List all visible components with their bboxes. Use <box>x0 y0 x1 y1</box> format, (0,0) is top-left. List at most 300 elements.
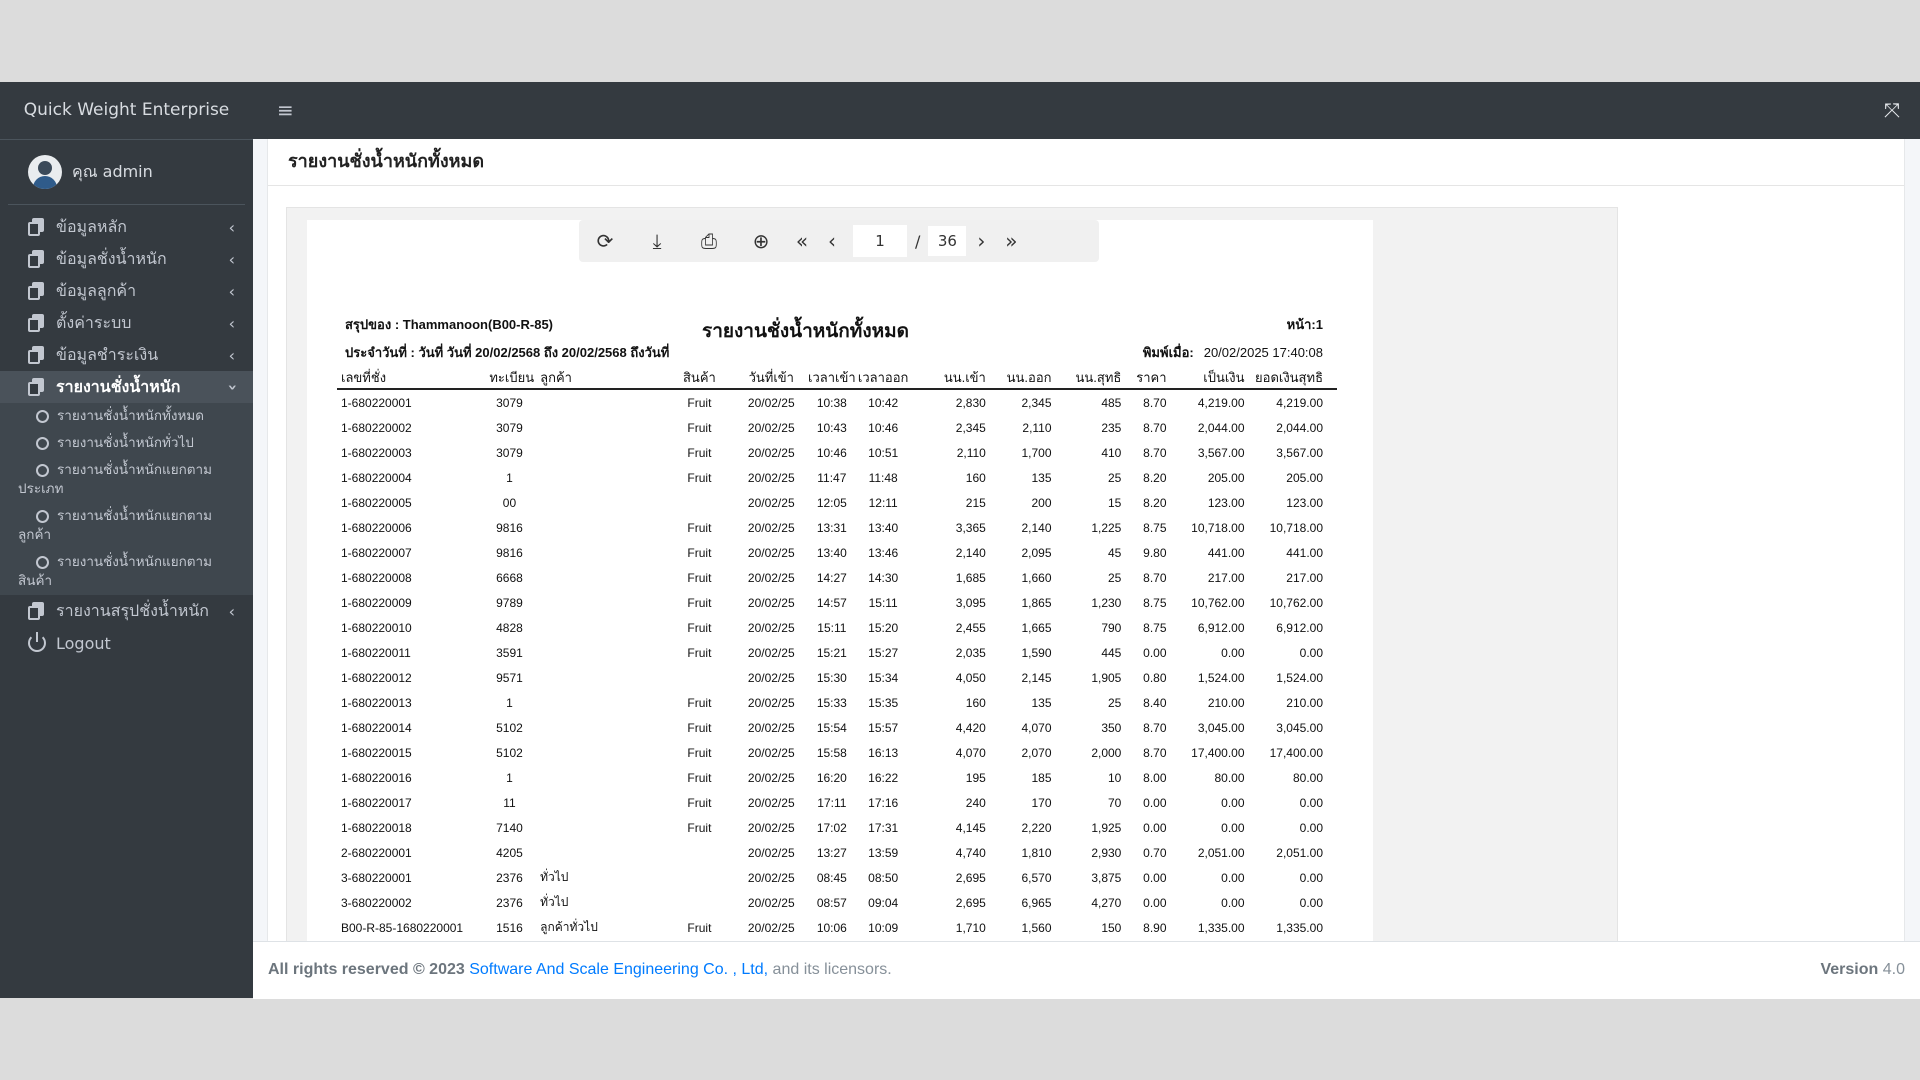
table-cell: 14:30 <box>868 570 899 585</box>
table-cell: 6,912.00 <box>1197 620 1245 635</box>
table-cell: Fruit <box>687 395 712 410</box>
table-cell: 3079 <box>496 395 523 410</box>
table-cell: 3079 <box>496 445 523 460</box>
page-separator: / <box>915 231 921 251</box>
table-cell <box>534 565 663 590</box>
table-cell: 9.80 <box>1143 545 1167 560</box>
table-cell: 17,400.00 <box>1191 745 1245 760</box>
column-header: เวลาเข้า <box>807 366 856 389</box>
submenu-item-by-type[interactable] <box>0 457 253 503</box>
submenu-item-all[interactable] <box>0 403 253 430</box>
report-viewer <box>286 207 1618 941</box>
table-cell: 235 <box>1101 420 1122 435</box>
table-cell: 6,570 <box>1021 870 1052 885</box>
fullscreen-icon[interactable]: ⤧ <box>1884 98 1900 122</box>
table-cell: 1,225 <box>1091 520 1122 535</box>
table-cell: 7140 <box>496 820 523 835</box>
table-cell: 08:57 <box>816 895 847 910</box>
table-cell: 4205 <box>496 845 523 860</box>
top-navbar <box>253 82 1920 139</box>
table-row <box>337 815 1337 840</box>
table-cell: 1 <box>506 470 513 485</box>
table-cell: 13:31 <box>816 520 847 535</box>
table-cell: 20/02/25 <box>747 645 795 660</box>
table-cell: 4,270 <box>1091 895 1122 910</box>
table-cell: 135 <box>1031 695 1052 710</box>
table-cell: 1,660 <box>1021 570 1052 585</box>
table-cell: 2,830 <box>955 395 986 410</box>
table-cell: 13:27 <box>816 845 847 860</box>
table-cell: 6668 <box>496 570 523 585</box>
table-cell: 20/02/25 <box>747 895 795 910</box>
table-row <box>337 640 1337 665</box>
table-cell: Fruit <box>687 720 712 735</box>
report-table <box>337 366 1337 940</box>
table-cell: 8.20 <box>1143 495 1167 510</box>
table-cell: 10:46 <box>816 445 847 460</box>
table-cell: 2,095 <box>1021 545 1052 560</box>
table-cell: 1-680220018 <box>341 820 412 835</box>
main-content <box>253 139 1920 941</box>
table-cell: 15:57 <box>868 720 899 735</box>
table-cell: 9789 <box>496 595 523 610</box>
table-cell: 20/02/25 <box>747 445 795 460</box>
table-cell: 1-680220002 <box>341 420 412 435</box>
sidebar-item-label: รายงานสรุปชั่งน้ำหนัก <box>56 600 209 620</box>
table-cell: 6,965 <box>1021 895 1052 910</box>
printed-label: พิมพ์เมื่อ: <box>1142 345 1194 360</box>
table-cell <box>663 890 735 915</box>
table-cell <box>534 715 663 740</box>
table-cell: 160 <box>965 470 986 485</box>
table-cell: 8.70 <box>1143 720 1167 735</box>
table-row <box>337 690 1337 715</box>
table-row <box>337 540 1337 565</box>
table-cell: 20/02/25 <box>747 470 795 485</box>
table-cell: 8.75 <box>1143 595 1167 610</box>
table-cell: 4,145 <box>955 820 986 835</box>
table-cell: 0.70 <box>1143 845 1167 860</box>
table-cell <box>534 440 663 465</box>
table-cell: 20/02/25 <box>747 870 795 885</box>
table-cell: 0.00 <box>1299 645 1323 660</box>
table-cell: 1 <box>506 770 513 785</box>
table-cell: 10:46 <box>868 420 899 435</box>
table-cell: Fruit <box>687 695 712 710</box>
table-cell: Fruit <box>687 420 712 435</box>
table-cell <box>534 790 663 815</box>
copy-icon <box>28 250 46 268</box>
sidebar-item-master-data[interactable] <box>0 211 253 243</box>
table-cell: 20/02/25 <box>747 720 795 735</box>
table-cell: 80.00 <box>1214 770 1245 785</box>
table-cell: 10,718.00 <box>1191 520 1245 535</box>
chevron-left-icon: ‹ <box>228 601 235 621</box>
sidebar-item-label: ข้อมูลลูกค้า <box>56 280 137 300</box>
table-cell: 15:58 <box>816 745 847 760</box>
refresh-icon[interactable]: ⟳ <box>596 229 614 253</box>
table-cell: Fruit <box>687 545 712 560</box>
table-cell: 4,070 <box>1021 720 1052 735</box>
table-cell: 1-680220004 <box>341 470 412 485</box>
table-cell: 20/02/25 <box>747 620 795 635</box>
table-cell: 2,220 <box>1021 820 1052 835</box>
column-header: วันที่เข้า <box>735 366 807 389</box>
footer-company-link[interactable]: Software And Scale Engineering Co. , Ltd, <box>469 961 769 978</box>
table-cell: 16:13 <box>868 745 899 760</box>
table-cell: 20/02/25 <box>747 745 795 760</box>
table-cell <box>534 540 663 565</box>
table-cell: 2,110 <box>1022 420 1052 435</box>
table-cell: 2,455 <box>955 620 986 635</box>
table-cell: 1,335.00 <box>1197 920 1245 935</box>
table-cell: 3,045.00 <box>1276 720 1323 735</box>
submenu-item-by-product[interactable] <box>0 549 253 595</box>
table-cell: 4,740 <box>955 845 986 860</box>
table-cell: 8.70 <box>1143 570 1167 585</box>
table-cell: 3-680220001 <box>341 870 412 885</box>
table-cell: 16:20 <box>816 770 847 785</box>
table-cell <box>663 490 735 515</box>
table-cell: 2,044.00 <box>1197 420 1245 435</box>
table-cell: 2-680220001 <box>341 845 412 860</box>
table-cell: 1,230 <box>1091 595 1122 610</box>
table-cell: 0.00 <box>1299 820 1323 835</box>
table-cell: 4828 <box>496 620 523 635</box>
column-header: ยอดเงินสุทธิ <box>1245 366 1337 389</box>
table-cell: 08:50 <box>868 870 899 885</box>
table-cell: 10:06 <box>816 920 847 935</box>
sidebar-item-label: ข้อมูลชั่งน้ำหนัก <box>56 248 167 268</box>
table-cell: 8.70 <box>1143 420 1167 435</box>
table-cell: 2,110 <box>956 445 986 460</box>
submenu-item-by-customer[interactable] <box>0 503 253 549</box>
table-cell: 3,365 <box>955 520 986 535</box>
table-cell: 10:38 <box>816 395 847 410</box>
table-cell <box>663 865 735 890</box>
user-name[interactable]: คุณ admin <box>72 161 153 181</box>
table-cell: 3,095 <box>955 595 986 610</box>
table-cell: 17,400.00 <box>1269 745 1323 760</box>
table-cell: 14:57 <box>816 595 847 610</box>
column-header: เลขที่ชั่ง <box>337 366 485 389</box>
table-cell: 13:46 <box>868 545 899 560</box>
sidebar-item-label: ข้อมูลชำระเงิน <box>56 344 159 364</box>
table-cell: 1-680220001 <box>341 395 412 410</box>
table-cell: 25 <box>1107 695 1122 710</box>
table-cell: B00-R-85-1680220001 <box>341 920 464 935</box>
prev-page-icon[interactable]: ‹ <box>828 229 836 253</box>
table-cell: 445 <box>1101 645 1122 660</box>
footer <box>253 941 1920 999</box>
column-header: ทะเบียน <box>485 366 534 389</box>
sidebar-item-label: รายงานชั่งน้ำหนัก <box>56 376 181 396</box>
table-cell: 20/02/25 <box>747 670 795 685</box>
table-cell: 2,000 <box>1091 745 1122 760</box>
table-cell: 2376 <box>496 870 523 885</box>
table-cell <box>534 590 663 615</box>
table-cell: Fruit <box>687 620 712 635</box>
table-cell: 20/02/25 <box>747 520 795 535</box>
table-cell: ทั่วไป <box>540 895 569 909</box>
table-cell <box>534 765 663 790</box>
logout-label: Logout <box>56 633 111 653</box>
column-header: นน.สุทธิ <box>1052 366 1122 389</box>
table-cell: 1,590 <box>1021 645 1052 660</box>
table-cell: 441.00 <box>1286 545 1323 560</box>
table-cell: 0.00 <box>1221 820 1245 835</box>
table-cell: 20/02/25 <box>747 770 795 785</box>
table-row <box>337 665 1337 690</box>
table-cell: 2,070 <box>1021 745 1052 760</box>
version-label: Version <box>1820 961 1879 978</box>
table-cell: 2,145 <box>1021 670 1052 685</box>
footer-version <box>1820 961 1905 979</box>
table-cell: 0.00 <box>1143 645 1167 660</box>
printed-at: 20/02/2025 17:40:08 <box>1203 345 1323 360</box>
table-cell: 2,930 <box>1091 845 1122 860</box>
table-cell: 123.00 <box>1286 495 1323 510</box>
report-card <box>268 139 1904 941</box>
table-cell: 4,050 <box>955 670 986 685</box>
table-cell: 2,051.00 <box>1276 845 1323 860</box>
viewer-toolbar <box>579 220 1099 262</box>
table-cell: 11:48 <box>868 470 898 485</box>
table-cell: 1 <box>506 695 513 710</box>
table-cell: Fruit <box>687 595 712 610</box>
table-row <box>337 490 1337 515</box>
table-cell: 217.00 <box>1207 570 1245 585</box>
table-cell: 20/02/25 <box>747 920 795 935</box>
table-cell: 217.00 <box>1286 570 1323 585</box>
table-cell: 185 <box>1031 770 1052 785</box>
download-icon[interactable]: ⤓ <box>652 229 662 253</box>
table-cell: 0.00 <box>1143 895 1167 910</box>
column-header: นน.เข้า <box>910 366 986 389</box>
table-cell <box>534 840 663 865</box>
table-cell: 205.00 <box>1286 470 1323 485</box>
table-cell: 4,070 <box>955 745 986 760</box>
table-cell <box>534 490 663 515</box>
table-cell: 170 <box>1031 795 1052 810</box>
table-cell: 2,345 <box>955 420 986 435</box>
table-cell: 8.20 <box>1143 470 1167 485</box>
table-cell: 1,665 <box>1021 620 1052 635</box>
table-cell: Fruit <box>687 920 712 935</box>
column-header: เป็นเงิน <box>1167 366 1245 389</box>
table-cell: 1-680220011 <box>341 645 411 660</box>
report-header-row <box>337 366 1337 389</box>
table-cell: 12:05 <box>816 495 847 510</box>
table-cell: 20/02/25 <box>747 420 795 435</box>
copy-icon <box>28 314 46 332</box>
table-cell: 4,219.00 <box>1197 395 1245 410</box>
table-cell: 210.00 <box>1286 695 1323 710</box>
version-number: 4.0 <box>1882 961 1905 978</box>
sidebar-item-settings[interactable] <box>0 307 253 339</box>
table-cell: 3079 <box>496 420 523 435</box>
table-cell: 17:16 <box>868 795 899 810</box>
table-row <box>337 565 1337 590</box>
submenu-item-label: รายงานชั่งน้ำหนักแยกตามประเภท <box>18 462 213 497</box>
sidebar-item-weighing-report[interactable] <box>0 371 253 403</box>
table-row <box>337 715 1337 740</box>
table-cell: 10 <box>1107 770 1122 785</box>
submenu-item-label: รายงานชั่งน้ำหนักแยกตามสินค้า <box>18 554 213 589</box>
sidebar-item-summary-report[interactable] <box>0 595 253 627</box>
table-cell: 20/02/25 <box>747 570 795 585</box>
table-cell: 20/02/25 <box>747 695 795 710</box>
table-cell: 13:40 <box>816 545 847 560</box>
weighing-report-submenu <box>0 403 253 595</box>
sidebar-item-customer-data[interactable] <box>0 275 253 307</box>
table-cell: 15:27 <box>868 645 899 660</box>
table-cell: 10:43 <box>816 420 847 435</box>
table-cell: 1,710 <box>955 920 986 935</box>
table-cell <box>534 389 663 415</box>
sidebar-item-weighing-data[interactable] <box>0 243 253 275</box>
table-cell: 5102 <box>496 720 523 735</box>
table-cell: Fruit <box>687 795 712 810</box>
table-cell: 4,219.00 <box>1276 395 1323 410</box>
sidebar-item-label: ข้อมูลหลัก <box>56 216 127 236</box>
circle-icon <box>36 556 49 569</box>
table-cell: 17:02 <box>816 820 847 835</box>
table-row <box>337 440 1337 465</box>
table-cell: 10:42 <box>868 395 899 410</box>
table-cell: 10,762.00 <box>1191 595 1245 610</box>
report-date-range: ประจำวันที่ : วันที่ วันที่ 20/02/2568 ถึง 20/02/2568 ถึงวันที่ <box>345 345 670 360</box>
table-cell: 210.00 <box>1207 695 1245 710</box>
power-icon <box>28 634 46 652</box>
brand-link[interactable]: Quick Weight Enterprise <box>0 82 253 140</box>
table-cell: 3,567.00 <box>1276 445 1323 460</box>
table-cell: 2,695 <box>955 870 986 885</box>
copy-icon <box>28 378 46 396</box>
table-cell <box>534 515 663 540</box>
table-cell: 1,335.00 <box>1276 920 1323 935</box>
table-row <box>337 790 1337 815</box>
table-cell: 11:47 <box>817 470 847 485</box>
table-cell: 10,718.00 <box>1269 520 1323 535</box>
zoom-in-icon[interactable]: ⊕ <box>752 229 770 253</box>
table-cell: 12:11 <box>868 495 898 510</box>
table-cell: 17:31 <box>868 820 899 835</box>
table-cell: 1,925 <box>1091 820 1122 835</box>
table-cell: 16:22 <box>868 770 899 785</box>
hamburger-menu-icon[interactable]: ≡ <box>277 98 294 122</box>
table-cell: 08:45 <box>816 870 847 885</box>
table-cell: 20/02/25 <box>747 795 795 810</box>
table-cell: 1-680220008 <box>341 570 412 585</box>
table-cell: 790 <box>1101 620 1122 635</box>
table-cell: 25 <box>1107 570 1122 585</box>
table-row <box>337 615 1337 640</box>
table-cell: 8.70 <box>1143 745 1167 760</box>
table-cell: 1-680220015 <box>341 745 412 760</box>
table-cell: Fruit <box>687 445 712 460</box>
table-cell: 1-680220006 <box>341 520 412 535</box>
chevron-left-icon: ‹ <box>228 249 235 269</box>
table-row <box>337 415 1337 440</box>
table-cell: 2,140 <box>955 545 986 560</box>
total-pages: 36 <box>928 226 966 256</box>
table-cell: 1-680220017 <box>341 795 412 810</box>
chevron-down-icon: ‹ <box>222 383 242 391</box>
table-cell: 8.70 <box>1143 445 1167 460</box>
table-cell: 15:20 <box>868 620 899 635</box>
table-cell: 15 <box>1107 495 1122 510</box>
table-cell: 14:27 <box>816 570 847 585</box>
table-row <box>337 840 1337 865</box>
table-cell: 8.75 <box>1143 620 1167 635</box>
table-cell: 15:30 <box>816 670 847 685</box>
table-cell: 410 <box>1101 445 1122 460</box>
sidebar-item-payment-data[interactable] <box>0 339 253 371</box>
table-cell: 8.90 <box>1143 920 1167 935</box>
table-cell: 10:51 <box>868 445 899 460</box>
table-cell: 1,700 <box>1021 445 1052 460</box>
chevron-left-icon: ‹ <box>228 313 235 333</box>
footer-suffix: and its licensors. <box>772 961 892 978</box>
table-cell: 123.00 <box>1207 495 1245 510</box>
table-cell: 25 <box>1107 470 1122 485</box>
table-cell: 1-680220010 <box>341 620 412 635</box>
column-header: เวลาออก <box>856 366 909 389</box>
sidebar-item-label: ตั้งค่าระบบ <box>56 312 132 332</box>
table-row <box>337 590 1337 615</box>
table-cell: 15:33 <box>816 695 847 710</box>
table-cell: 80.00 <box>1292 770 1323 785</box>
table-cell: 350 <box>1101 720 1122 735</box>
copy-icon <box>28 218 46 236</box>
last-page-icon[interactable]: » <box>1005 229 1018 253</box>
table-cell: 20/02/25 <box>747 495 795 510</box>
column-header: สินค้า <box>663 366 735 389</box>
page-number-input[interactable] <box>853 225 907 257</box>
table-cell: 20/02/25 <box>747 595 795 610</box>
table-cell: 1,810 <box>1021 845 1052 860</box>
logout-link[interactable] <box>0 627 253 659</box>
table-cell: 1,685 <box>955 570 986 585</box>
first-page-icon[interactable]: « <box>795 229 809 253</box>
table-row <box>337 765 1337 790</box>
submenu-item-general[interactable] <box>0 430 253 457</box>
column-header: ราคา <box>1121 366 1166 389</box>
table-cell: 1-680220005 <box>341 495 412 510</box>
copy-icon <box>28 346 46 364</box>
next-page-icon[interactable]: › <box>977 229 986 253</box>
table-cell: 17:11 <box>817 795 847 810</box>
table-cell: 1,560 <box>1021 920 1052 935</box>
table-cell: 135 <box>1031 470 1052 485</box>
report-summary-of: สรุปของ : Thammanoon(B00-R-85) <box>345 317 553 332</box>
table-row <box>337 465 1337 490</box>
table-cell: 205.00 <box>1207 470 1245 485</box>
table-cell: 45 <box>1107 545 1122 560</box>
table-cell: 0.00 <box>1143 795 1167 810</box>
table-cell: Fruit <box>687 770 712 785</box>
table-cell: 1,524.00 <box>1197 670 1245 685</box>
table-cell <box>534 740 663 765</box>
table-cell: 0.00 <box>1299 895 1323 910</box>
table-cell: 0.00 <box>1221 645 1245 660</box>
column-header: นน.ออก <box>986 366 1052 389</box>
report-title: รายงานชั่งน้ำหนักทั้งหมด <box>702 321 909 342</box>
table-cell: 2,035 <box>955 645 986 660</box>
print-icon[interactable]: ⎙ <box>701 229 717 253</box>
submenu-item-label: รายงานชั่งน้ำหนักทั้งหมด <box>57 408 205 424</box>
